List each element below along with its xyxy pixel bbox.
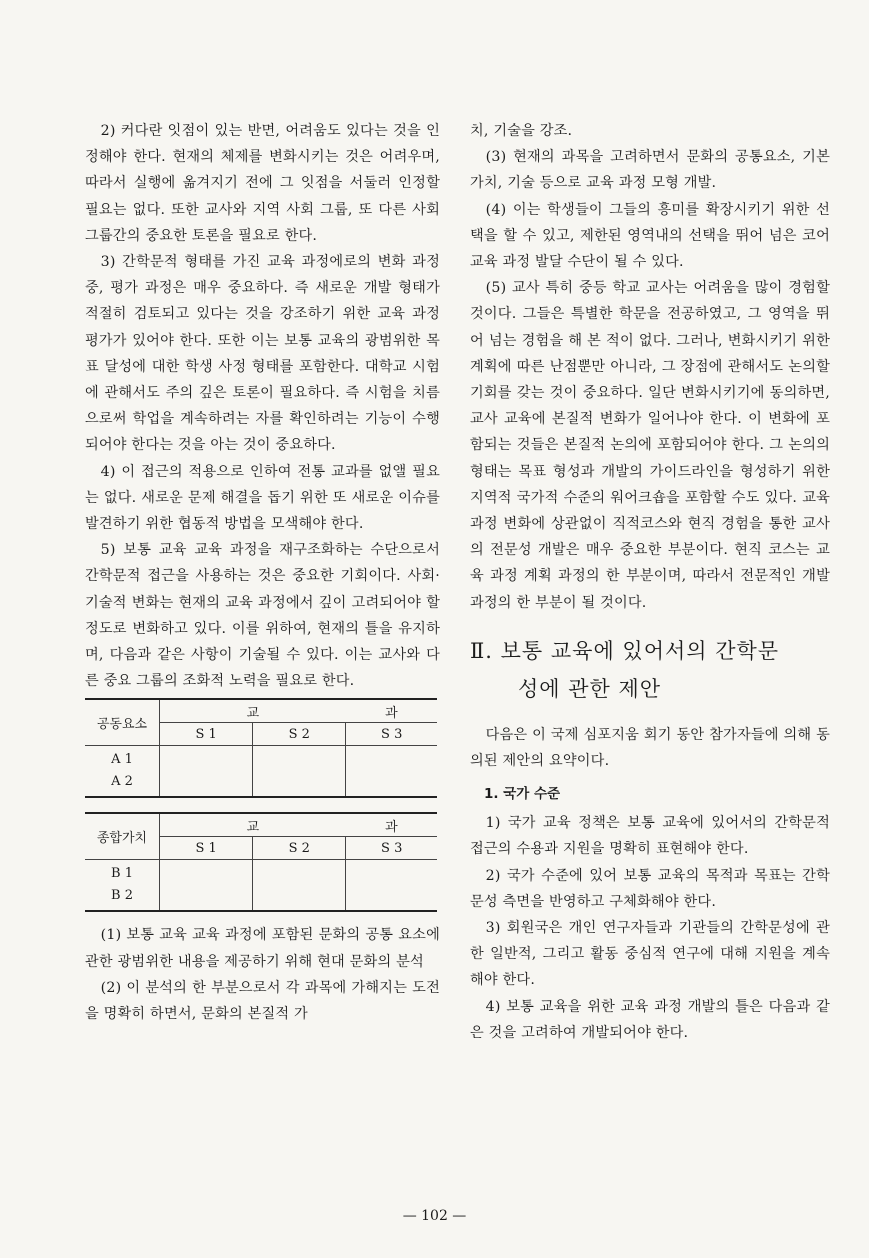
table-row-labels [85, 860, 160, 912]
row-label: A 2 [111, 774, 133, 790]
section-heading-line: 성에 관한 제안 [518, 676, 662, 701]
paragraph: (4) 이는 학생들이 그들의 흥미를 확장시키기 위한 선택을 할 수 있고, 제한된 영역내의 선택을 뛰어 넘은 코어 교육 과정 발달 수단이 될 수 있다. [470, 201, 830, 271]
table-column-header: S 3 [346, 837, 437, 860]
table-group-header: 교 [160, 699, 346, 723]
table-group-header: 교 [160, 813, 346, 837]
table-column-header: S 1 [160, 837, 253, 860]
row-label: A 1 [111, 752, 133, 768]
section-heading-line: Ⅱ. 보통 교육에 있어서의 간학문 [470, 638, 780, 663]
table-column-header: S 3 [346, 723, 437, 746]
paragraph: (1) 보통 교육 교육 과정에 포함된 문화의 공통 요소에 관한 광범위한 내용을 제공하기 위해 현대 문화의 분석 [85, 927, 440, 970]
paragraph: 3) 간학문적 형태를 가진 교육 과정에로의 변화 과정 중, 평가 과정은 매우 중요하다. 즉 새로운 개발 형태가 적절히 검토되고 있다는 것을 강조하기 위한 교육 과정 평가가 있어야 한다. 또한 이는 보통 교육의 광범위한 목표 달성에 대한 학생 사정 형태를 포함한다. 대학교 시험에 관해서도 주의 깊은 토론이 필요하다. 즉 시험을 치름으로써 학업을 계속하려는 자를 확인하려는 기능이 수행되어야 한다는 것을 아는 것이 중요하다. [85, 254, 440, 454]
table-row-header: 종합가치 [85, 813, 160, 860]
table-cell [346, 746, 437, 798]
common-elements-table [85, 698, 437, 798]
table-column-header: S 1 [160, 723, 253, 746]
paragraph: 4) 보통 교육을 위한 교육 과정 개발의 틀은 다음과 같은 것을 고려하여 개발되어야 한다. [470, 998, 830, 1041]
table-group-header: 과 [346, 699, 437, 723]
table-cell [160, 860, 253, 912]
paragraph: (2) 이 분석의 한 부분으로서 각 과목에 가해지는 도전을 명확히 하면서, 문화의 본질적 가 [85, 979, 440, 1023]
paragraph: 2) 국가 수준에 있어 보통 교육의 목적과 목표는 간학문성 측면을 반영하고 구체화해야 한다. [470, 867, 830, 910]
paragraph: 다음은 이 국제 심포지움 회기 동안 참가자들에 의해 동의된 제안의 요약이다. [470, 726, 830, 770]
subheading: 1. 국가 수준 [484, 786, 561, 803]
integrated-values-table [85, 812, 437, 912]
row-label: B 2 [111, 888, 133, 904]
paragraph: 2) 커다란 잇점이 있는 반면, 어려움도 있다는 것을 인정해야 한다. 현재의 체제를 변화시키는 것은 어려우며, 따라서 실행에 옮겨지기 전에 그 잇점을 서둘러 인정할 필요는 없다. 또한 교사와 지역 사회 그룹, 또 다른 사회 그룹간의 중요한 토론을 필요로 한다. [85, 123, 440, 244]
row-label: B 1 [111, 866, 133, 882]
table-row-header: 공동요소 [85, 699, 160, 746]
paragraph: 1) 국가 교육 정책은 보통 교육에 있어서의 간학문적 접근의 수용과 지원을 명확히 표현해야 한다. [470, 815, 830, 858]
table-cell [346, 860, 437, 912]
paragraph: 4) 이 접근의 적용으로 인하여 전통 교과를 없앨 필요는 없다. 새로운 문제 해결을 돕기 위한 또 새로운 이슈를 발견하기 위한 협동적 방법을 모색해야 한다. [85, 463, 440, 533]
paragraph: (3) 현재의 과목을 고려하면서 문화의 공통요소, 기본 가치, 기술 등으로 교육 과정 모형 개발. [470, 149, 830, 192]
paragraph: (5) 교사 특히 중등 학교 교사는 어려움을 많이 경험할 것이다. 그들은 특별한 학문을 전공하였고, 그 영역을 뛰어 넘는 경험을 해 본 적이 없다. 그러나, 변화시키기 위한 계획에 따른 난점뿐만 아니라, 그 장점에 관해서도 논의할 기회를 갖는 것이 중요하다. 일단 변화시키기에 동의하면, 교사 교육에 본질적 변화가 일어나야 한다. 이 변화에 포함되는 것들은 본질적 논의에 포함되어야 한다. 그 논의의 형태는 목표 형성과 개발의 가이드라인을 형성하기 위한 지역적 국가적 수준의 워어크숍을 포함할 수도 있다. 교육 과정 변화에 상관없이 직적코스와 현직 경험을 통한 교사의 전문성 개발은 매우 중요한 부분이다. 현직 코스는 교육 과정 계획 과정의 한 부분이며, 따라서 전문적인 개발 과정의 한 부분이 될 것이다. [470, 280, 830, 611]
section-heading [470, 632, 830, 708]
left-column [85, 118, 440, 1027]
page-number: — 102 — [402, 1208, 467, 1224]
paragraph: 3) 회원국은 개인 연구자들과 기관들의 간학문성에 관한 일반적, 그리고 활동 중심적 연구에 대해 지원을 계속해야 한다. [470, 920, 830, 989]
table-column-header: S 2 [253, 723, 346, 746]
table-cell [253, 746, 346, 798]
right-column [470, 118, 830, 1046]
table-cell [253, 860, 346, 912]
table-row-labels [85, 746, 160, 798]
paragraph: 치, 기술을 강조. [470, 123, 573, 139]
table-group-header: 과 [346, 813, 437, 837]
table-column-header: S 2 [253, 837, 346, 860]
table-cell [160, 746, 253, 798]
paragraph: 5) 보통 교육 교육 과정을 재구조화하는 수단으로서 간학문적 접근을 사용하는 것은 중요한 기회이다. 사회·기술적 변화는 현재의 교육 과정에서 깊이 고려되어야 할 정도로 변화하고 있다. 이를 위하여, 현재의 틀을 유지하며, 다음과 같은 사항이 기술될 수 있다. 이는 교사와 다른 중요 그룹의 조화적 노력을 필요로 한다. [85, 542, 440, 690]
